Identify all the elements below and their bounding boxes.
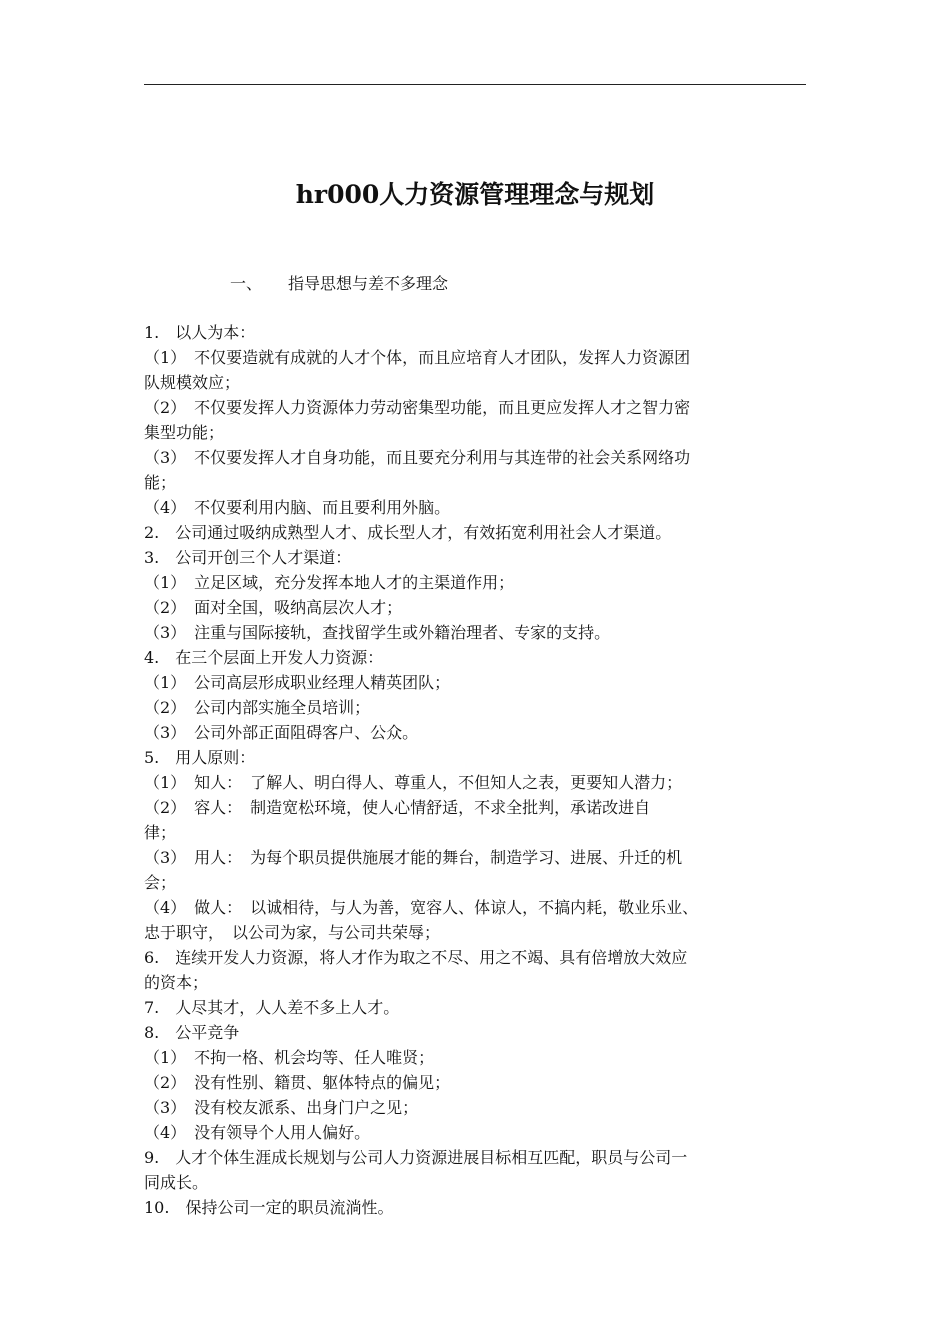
body-line: （1） 知人： 了解人、明白得人、尊重人，不但知人之表，更要知人潜力；: [144, 773, 683, 792]
body-line: （1） 公司高层形成职业经理人精英团队；: [144, 673, 451, 692]
body-line: 忠于职守， 以公司为家，与公司共荣辱；: [144, 923, 441, 942]
body-line: （2） 公司内部实施全员培训；: [144, 698, 371, 717]
body-line: （2） 面对全国，吸纳高层次人才；: [144, 598, 403, 617]
body-line: 1. 以人为本：: [144, 323, 256, 342]
body-line: （3） 公司外部正面阻碍客户、公众。: [144, 723, 419, 742]
body-line: 6. 连续开发人力资源，将人才作为取之不尽、用之不竭、具有倍增放大效应: [144, 948, 688, 967]
body-line: 能；: [144, 473, 177, 492]
body-line: 律；: [144, 823, 177, 842]
section-number: 一、: [230, 274, 263, 293]
body-line: （3） 不仅要发挥人才自身功能，而且要充分利用与其连带的社会关系网络功: [144, 448, 691, 467]
body-line: 集型功能；: [144, 423, 225, 442]
body-line: 4. 在三个层面上开发人力资源：: [144, 648, 384, 667]
body-line: （1） 不拘一格、机会均等、任人唯贤；: [144, 1048, 435, 1067]
body-line: （3） 用人： 为每个职员提供施展才能的舞台，制造学习、进展、升迁的机: [144, 848, 683, 867]
header-rule: [144, 84, 806, 85]
section-title: 指导思想与差不多理念: [288, 274, 449, 293]
body-line: （4） 没有领导个人用人偏好。: [144, 1123, 371, 1142]
body-line: （3） 注重与国际接轨，查找留学生或外籍治理者、专家的支持。: [144, 623, 611, 642]
body-line: 的资本；: [144, 973, 209, 992]
body-line: 10. 保持公司一定的职员流淌性。: [144, 1198, 394, 1217]
body-line: 会；: [144, 873, 177, 892]
body-line: 8. 公平竞争: [144, 1023, 240, 1042]
body-line: （3） 没有校友派系、出身门户之见；: [144, 1098, 419, 1117]
body-line: 5. 用人原则：: [144, 748, 256, 767]
body-line: 3. 公司开创三个人才渠道：: [144, 548, 352, 567]
body-line: （1） 不仅要造就有成就的人才个体，而且应培育人才团队，发挥人力资源团: [144, 348, 691, 367]
body-line: （1） 立足区域，充分发挥本地人才的主渠道作用；: [144, 573, 515, 592]
body-line: 2. 公司通过吸纳成熟型人才、成长型人才，有效拓宽利用社会人才渠道。: [144, 523, 672, 542]
body-line: 同成长。: [144, 1173, 209, 1192]
body-line: （2） 容人： 制造宽松环境，使人心情舒适，不求全批判，承诺改进自: [144, 798, 651, 817]
body-line: 7. 人尽其才，人人差不多上人才。: [144, 998, 400, 1017]
body-line: （2） 不仅要发挥人力资源体力劳动密集型功能，而且更应发挥人才之智力密: [144, 398, 691, 417]
body-line: （4） 做人： 以诚相待，与人为善，宽容人、体谅人，不搞内耗，敬业乐业、: [144, 898, 699, 917]
document-title: hr000人力资源管理理念与规划: [295, 180, 655, 209]
body-line: 队规模效应；: [144, 373, 241, 392]
body-line: （4） 不仅要利用内脑、而且要利用外脑。: [144, 498, 451, 517]
body-line: 9. 人才个体生涯成长规划与公司人力资源进展目标相互匹配，职员与公司一: [144, 1148, 688, 1167]
document-body: [144, 320, 824, 1220]
section-heading: [230, 271, 448, 297]
body-line: （2） 没有性别、籍贯、躯体特点的偏见；: [144, 1073, 451, 1092]
